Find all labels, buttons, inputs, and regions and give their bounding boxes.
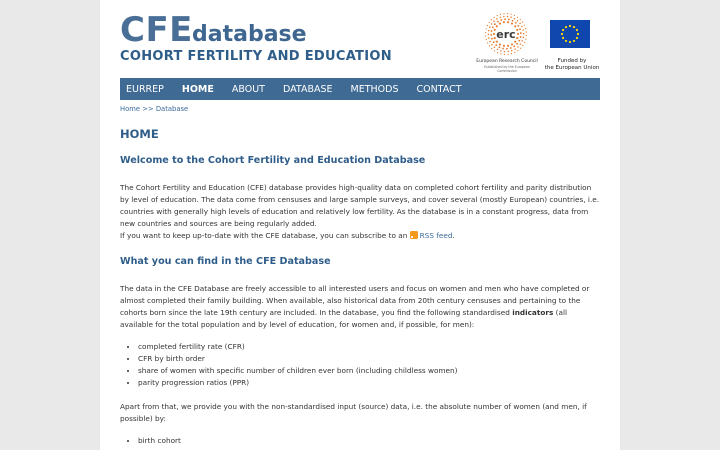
subscribe-text: If you want to keep up-to-date with the CFE database, you can subscribe to an [120,231,408,240]
find-text-1: The data in the CFE Database are freely accessible to all interested users and focus on women and men who have completed or almost completed their family building. When available, also historical data from 20th century censuses and pertaining to the cohorts born since the late 19th century are included. In the database, you find the following standardised [120,284,590,317]
site-logo-cfe[interactable]: CFE [120,10,193,50]
rss-feed-link[interactable]: RSS feed [419,231,453,240]
list-item: • completed fertility rate (CFR) [138,341,600,353]
find-heading: What you can find in the CFE Database [120,256,331,267]
breadcrumb-home[interactable]: Home [120,105,141,113]
welcome-heading: Welcome to the Cohort Fertility and Education Database [120,155,426,166]
eu-flag-icon [550,20,590,48]
nav-item-database[interactable]: DATABASE [282,83,333,95]
page-container [100,0,620,450]
find-paragraph [120,283,600,331]
rss-icon[interactable] [410,231,418,239]
main-content [120,100,600,447]
breadcrumb-separator: >> [142,105,154,113]
eu-caption [544,58,600,71]
find-text-2: (all available for the total population and by level of education, for women and, if possible, for men): [120,308,568,329]
indicator-list [120,341,600,389]
erc-emblem-icon [484,12,528,56]
intro-text: The Cohort Fertility and Education (CFE) database provides high-quality data on completed cohort fertility and parity distribution by level of education. The data come from censuses and large sample surveys, and cover several (mostly European) countries, i.e. countries with generally high levels of education and relatively low fertility. As the database is in a constant progress, data from new countries and sources are being regularly added. [120,183,600,228]
nav-item-home[interactable]: HOME [181,83,214,95]
nav-item-eurrep[interactable]: EURREP [126,83,164,95]
list-item: • birth cohort [138,435,600,447]
nav-item-contact[interactable]: CONTACT [416,83,462,95]
eu-caption-line2: the European Union [544,64,600,71]
subscribe-end: . [452,231,455,240]
erc-logo-text: erc [496,28,516,41]
nav-item-about[interactable]: ABOUT [231,83,265,95]
site-logo-database[interactable]: database [192,22,307,47]
site-subtitle: COHORT FERTILITY AND EDUCATION [120,49,392,64]
main-nav [120,78,600,100]
site-header [100,0,620,78]
nav-item-methods[interactable]: METHODS [350,83,399,95]
erc-logo[interactable] [474,12,540,72]
intro-paragraph [120,182,600,242]
eu-caption-line1: Funded by [557,58,587,64]
apart-paragraph: Apart from that, we provide you with the non-standardised input (source) data, i.e. the absolute number of women (and men, if possible) by: [120,402,587,423]
indicators-bold: indicators [512,308,554,317]
erc-caption-small: Established by the European Commission [484,65,530,73]
list-item: • CFR by birth order [138,353,600,365]
breadcrumb [120,105,600,113]
eu-logo[interactable] [544,18,600,76]
breadcrumb-database[interactable]: Database [155,105,189,113]
erc-caption: European Research Council [476,59,538,64]
list-item: • share of women with specific number of children ever born (including childless women) [138,365,600,377]
source-list [120,435,600,447]
page-title: HOME [120,127,159,141]
list-item: • parity progression ratios (PPR) [138,377,600,389]
